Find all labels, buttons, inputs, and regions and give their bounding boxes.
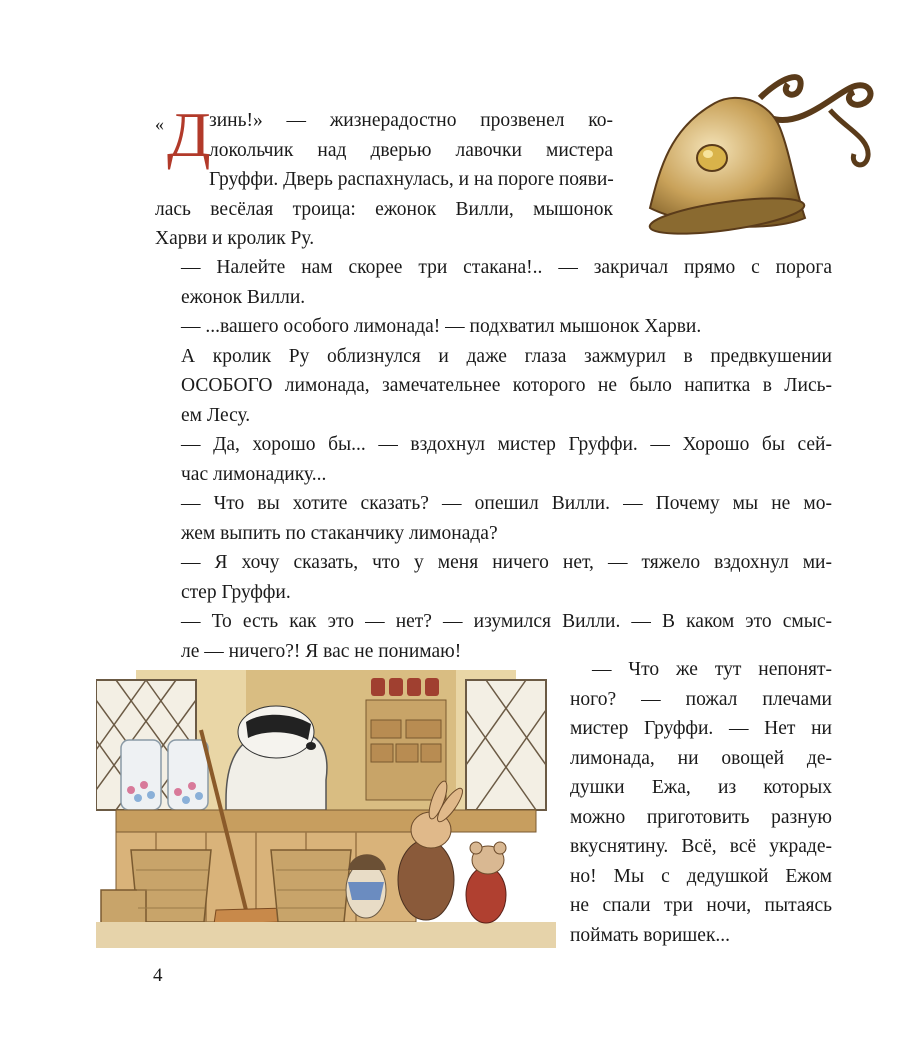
drop-cap-block bbox=[155, 99, 211, 170]
text-line: — Я хочу сказать, что у меня ничего нет, — тяжело вздохнул ми- bbox=[181, 552, 832, 573]
bell-illustration bbox=[630, 58, 880, 238]
intro-line: Груффи. Дверь распахнулась, и на пороге появи- bbox=[209, 169, 614, 190]
main-text bbox=[155, 253, 832, 666]
opening-quote: « bbox=[155, 114, 164, 134]
text-line: ем Лесу. bbox=[181, 404, 251, 426]
intro-line: лась весёлая троица: ежонок Вилли, мышонок bbox=[155, 198, 613, 220]
text-line: — Что вы хотите сказать? — опешил Вилли. — Почему мы не мо- bbox=[181, 493, 832, 514]
side-paragraph bbox=[570, 655, 832, 950]
text-line: лимонада, ни овощей де- bbox=[570, 747, 832, 769]
text-line: можно приготовить разную bbox=[570, 806, 832, 828]
text-line: мистер Груффи. — Нет ни bbox=[570, 718, 832, 739]
intro-line: локольчик над дверью лавочки мистера bbox=[209, 139, 613, 161]
paragraph bbox=[155, 342, 832, 431]
text-line: не спали три ночи, пытаясь bbox=[570, 895, 832, 916]
shop-illustration bbox=[96, 660, 556, 950]
text-line: А кролик Ру облизнулся и даже глаза зажмурил в предвкушении bbox=[181, 345, 832, 367]
text-line: час лимонадику... bbox=[181, 463, 327, 485]
text-line: ного? — пожал плечами bbox=[570, 688, 832, 710]
page-number: 4 bbox=[153, 965, 163, 986]
text-line: — Налейте нам скорее три стакана!.. — закричал прямо с порога bbox=[181, 257, 832, 278]
text-line: — Да, хорошо бы... — вздохнул мистер Груффи. — Хорошо бы сей- bbox=[181, 434, 832, 455]
text-line: ежонок Вилли. bbox=[181, 286, 306, 308]
text-line: жем выпить по стаканчику лимонада? bbox=[181, 522, 498, 544]
intro-line: зинь!» — жизнерадостно прозвенел ко- bbox=[209, 110, 613, 131]
paragraph bbox=[155, 312, 832, 342]
text-line: вкуснятину. Всё, всё украде- bbox=[570, 836, 832, 857]
paragraph bbox=[155, 430, 832, 489]
text-line: стер Груффи. bbox=[181, 581, 291, 603]
text-line: — ...вашего особого лимонада! — подхватил мышонок Харви. bbox=[181, 316, 702, 337]
intro-paragraph bbox=[155, 99, 614, 254]
text-line: поймать воришек... bbox=[570, 924, 731, 946]
intro-line: Харви и кролик Ру. bbox=[155, 228, 315, 249]
text-line: ОСОБОГО лимонада, замечательнее которого не было напитка в Лись- bbox=[181, 375, 832, 396]
paragraph bbox=[155, 548, 832, 607]
text-line: — Что же тут непонят- bbox=[592, 659, 832, 680]
text-line: душки Ежа, из которых bbox=[570, 777, 832, 798]
text-line: но! Мы с дедушкой Ежом bbox=[570, 865, 832, 887]
text-line: — То есть как это — нет? — изумился Вилли. — В каком это смыс- bbox=[181, 611, 832, 632]
text-line: ле — ничего?! Я вас не понимаю! bbox=[181, 640, 462, 662]
paragraph bbox=[155, 253, 832, 312]
drop-cap-letter: Д bbox=[167, 99, 211, 170]
paragraph bbox=[155, 489, 832, 548]
